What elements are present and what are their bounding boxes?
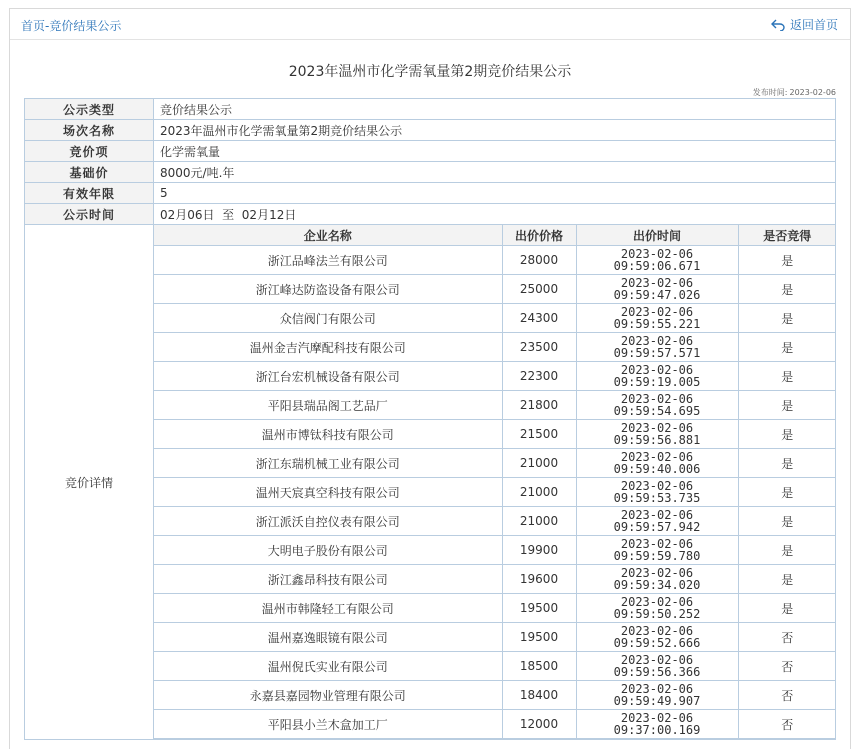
publish-time-label: 发布时间: — [752, 88, 788, 97]
table-row — [154, 710, 836, 739]
bid-time: 09:59:49.907 — [613, 694, 701, 708]
bid-time-cell — [576, 449, 738, 478]
bid-time: 09:59:40.006 — [613, 462, 701, 476]
bid-time-cell — [576, 333, 738, 362]
top-bar — [10, 9, 850, 40]
company-cell: 温州市韩隆轻工有限公司 — [154, 594, 502, 623]
price-cell: 19500 — [502, 594, 576, 623]
company-cell: 平阳县瑞品阁工艺品厂 — [154, 391, 502, 420]
bid-time-cell — [576, 391, 738, 420]
won-cell: 否 — [738, 652, 836, 681]
price-cell: 18400 — [502, 681, 576, 710]
bid-date: 2023-02-06 — [620, 566, 694, 580]
info-label: 公示时间 — [25, 204, 154, 225]
bids-table — [154, 225, 836, 739]
table-row — [154, 623, 836, 652]
price-cell: 12000 — [502, 710, 576, 739]
back-home-link[interactable] — [771, 16, 838, 33]
bid-time-cell — [576, 652, 738, 681]
table-row — [154, 420, 836, 449]
company-cell: 浙江品峰法兰有限公司 — [154, 246, 502, 275]
price-cell: 28000 — [502, 246, 576, 275]
table-row — [154, 246, 836, 275]
bid-time: 09:59:54.695 — [613, 404, 701, 418]
page-frame — [9, 8, 851, 749]
publish-time — [751, 87, 836, 98]
bid-date: 2023-02-06 — [620, 392, 694, 406]
column-header-time: 出价时间 — [576, 225, 738, 246]
bid-date: 2023-02-06 — [620, 421, 694, 435]
bid-date: 2023-02-06 — [620, 363, 694, 377]
price-cell: 18500 — [502, 652, 576, 681]
won-cell: 是 — [738, 420, 836, 449]
bid-time-cell — [576, 478, 738, 507]
bid-time: 09:59:57.571 — [613, 346, 701, 360]
bids-body — [154, 246, 836, 739]
won-cell: 是 — [738, 594, 836, 623]
info-value: 化学需氧量 — [154, 141, 836, 162]
bid-time-cell — [576, 710, 738, 739]
bid-time: 09:59:50.252 — [613, 607, 701, 621]
table-row — [154, 594, 836, 623]
bid-time-cell — [576, 275, 738, 304]
price-cell: 21000 — [502, 449, 576, 478]
info-value: 5 — [154, 183, 836, 204]
bid-time-cell — [576, 565, 738, 594]
won-cell: 是 — [738, 304, 836, 333]
bid-time-cell — [576, 304, 738, 333]
page-title: 2023年温州市化学需氧量第2期竞价结果公示 — [288, 64, 572, 80]
bid-time: 09:59:06.671 — [613, 259, 701, 273]
company-cell: 浙江东瑞机械工业有限公司 — [154, 449, 502, 478]
breadcrumb[interactable]: 首页-竞价结果公示 — [21, 19, 122, 33]
won-cell: 是 — [738, 333, 836, 362]
won-cell: 是 — [738, 391, 836, 420]
price-cell: 24300 — [502, 304, 576, 333]
price-cell: 23500 — [502, 333, 576, 362]
price-cell: 21500 — [502, 420, 576, 449]
info-value: 竞价结果公示 — [154, 99, 836, 120]
bid-time: 09:59:19.005 — [613, 375, 701, 389]
column-header-won: 是否竞得 — [738, 225, 836, 246]
company-cell: 众信阀门有限公司 — [154, 304, 502, 333]
bid-time: 09:59:57.942 — [613, 520, 701, 534]
bid-date: 2023-02-06 — [620, 682, 694, 696]
result-table — [24, 98, 836, 740]
bid-time: 09:59:55.221 — [613, 317, 701, 331]
company-cell: 温州天宸真空科技有限公司 — [154, 478, 502, 507]
table-row — [154, 449, 836, 478]
bid-date: 2023-02-06 — [620, 450, 694, 464]
company-cell: 平阳县小兰木盒加工厂 — [154, 710, 502, 739]
won-cell: 是 — [738, 362, 836, 391]
info-value: 2023年温州市化学需氧量第2期竞价结果公示 — [154, 120, 836, 141]
bid-date: 2023-02-06 — [620, 479, 694, 493]
bid-time: 09:59:34.020 — [613, 578, 701, 592]
bid-time-cell — [576, 246, 738, 275]
company-cell: 大明电子股份有限公司 — [154, 536, 502, 565]
bid-date: 2023-02-06 — [620, 305, 694, 319]
table-row — [154, 681, 836, 710]
bid-date: 2023-02-06 — [620, 624, 694, 638]
company-cell: 浙江派沃自控仪表有限公司 — [154, 507, 502, 536]
company-cell: 浙江峰达防盗设备有限公司 — [154, 275, 502, 304]
info-label: 有效年限 — [25, 183, 154, 204]
table-row — [154, 275, 836, 304]
bid-time: 09:37:00.169 — [613, 723, 701, 737]
won-cell: 是 — [738, 536, 836, 565]
table-row — [154, 391, 836, 420]
price-cell: 21000 — [502, 478, 576, 507]
won-cell: 是 — [738, 246, 836, 275]
price-cell: 22300 — [502, 362, 576, 391]
bid-date: 2023-02-06 — [620, 595, 694, 609]
won-cell: 否 — [738, 710, 836, 739]
bid-time-cell — [576, 362, 738, 391]
table-row — [154, 333, 836, 362]
won-cell: 是 — [738, 478, 836, 507]
bid-time: 09:59:52.666 — [613, 636, 701, 650]
bid-time: 09:59:59.780 — [613, 549, 701, 563]
table-row — [154, 507, 836, 536]
company-cell: 温州市博钛科技有限公司 — [154, 420, 502, 449]
bid-time: 09:59:47.026 — [613, 288, 701, 302]
bid-date: 2023-02-06 — [620, 508, 694, 522]
table-row — [154, 478, 836, 507]
price-cell: 19900 — [502, 536, 576, 565]
info-label: 公示类型 — [25, 99, 154, 120]
company-cell: 永嘉县嘉园物业管理有限公司 — [154, 681, 502, 710]
company-cell: 浙江台宏机械设备有限公司 — [154, 362, 502, 391]
bid-time-cell — [576, 507, 738, 536]
won-cell: 是 — [738, 565, 836, 594]
info-label: 基础价 — [25, 162, 154, 183]
price-cell: 21800 — [502, 391, 576, 420]
table-row — [154, 536, 836, 565]
won-cell: 是 — [738, 275, 836, 304]
company-cell: 温州金吉汽摩配科技有限公司 — [154, 333, 502, 362]
bid-date: 2023-02-06 — [620, 276, 694, 290]
bid-date: 2023-02-06 — [620, 653, 694, 667]
info-value: 8000元/吨.年 — [154, 162, 836, 183]
won-cell: 是 — [738, 507, 836, 536]
bid-date: 2023-02-06 — [620, 537, 694, 551]
bid-date: 2023-02-06 — [620, 247, 694, 261]
bid-date: 2023-02-06 — [620, 711, 694, 725]
bid-time-cell — [576, 536, 738, 565]
company-cell: 浙江鑫昂科技有限公司 — [154, 565, 502, 594]
bid-time-cell — [576, 594, 738, 623]
info-value: 02月06日 至 02月12日 — [154, 204, 836, 225]
back-arrow-icon — [771, 19, 785, 31]
bid-date: 2023-02-06 — [620, 334, 694, 348]
won-cell: 是 — [738, 449, 836, 478]
bid-time-cell — [576, 623, 738, 652]
back-home-label: 返回首页 — [789, 18, 838, 32]
table-row — [154, 362, 836, 391]
bid-time: 09:59:56.881 — [613, 433, 701, 447]
bid-time: 09:59:53.735 — [613, 491, 701, 505]
column-header-price: 出价价格 — [502, 225, 576, 246]
company-cell: 温州倪氏实业有限公司 — [154, 652, 502, 681]
price-cell: 25000 — [502, 275, 576, 304]
bid-time: 09:59:56.366 — [613, 665, 701, 679]
price-cell: 21000 — [502, 507, 576, 536]
company-cell: 温州嘉逸眼镜有限公司 — [154, 623, 502, 652]
info-label: 场次名称 — [25, 120, 154, 141]
won-cell: 否 — [738, 623, 836, 652]
table-row — [154, 652, 836, 681]
price-cell: 19500 — [502, 623, 576, 652]
bid-time-cell — [576, 420, 738, 449]
publish-time-value: 2023-02-06 — [789, 88, 836, 97]
info-label: 竞价项 — [25, 141, 154, 162]
table-row — [154, 565, 836, 594]
table-row — [154, 304, 836, 333]
detail-cell — [154, 225, 836, 740]
bid-time-cell — [576, 681, 738, 710]
won-cell: 否 — [738, 681, 836, 710]
price-cell: 19600 — [502, 565, 576, 594]
column-header-company: 企业名称 — [154, 225, 502, 246]
detail-label: 竞价详情 — [25, 225, 154, 740]
